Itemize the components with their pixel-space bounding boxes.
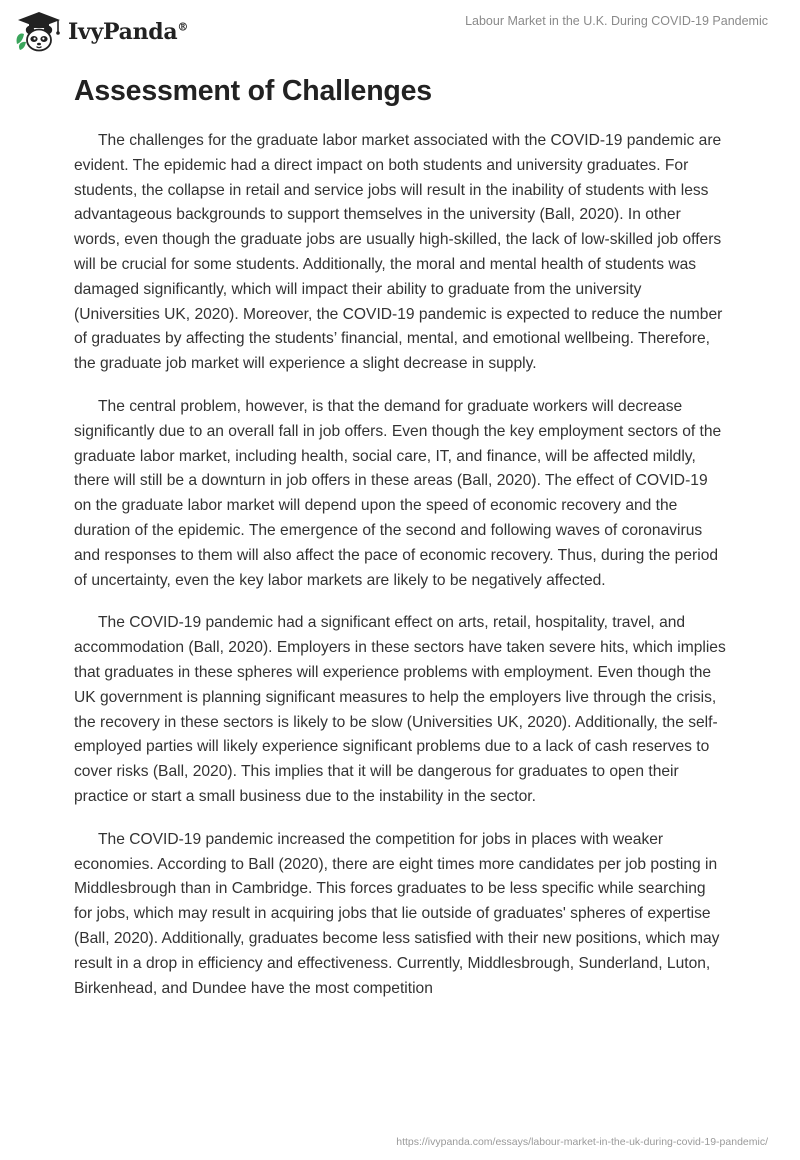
document-title: Labour Market in the U.K. During COVID-19 Pandemic — [465, 14, 768, 28]
brand-name: IvyPanda® — [68, 19, 189, 45]
section-heading: Assessment of Challenges — [74, 75, 432, 107]
brand-logo[interactable] — [14, 10, 188, 54]
paragraph-2: The central problem, however, is that the demand for graduate workers will decrease significantly due to an overall fall in job offers. Even though the key employment sectors of the graduate labor market, including health, social care, IT, and finance, will be affected mildly, there will still be a downturn in job offers in these areas (Ball, 2020). The effect of COVID-19 on the graduate labor market will depend upon the speed of economic recovery and the duration of the epidemic. The emergence of the second and following waves of coronavirus and responses to them will also affect the pace of economic recovery. Thus, during the period of uncertainty, even the key labor markets are likely to be negatively affected. — [74, 397, 722, 589]
page-header — [0, 0, 800, 64]
paragraph-1: The challenges for the graduate labor market associated with the COVID-19 pandemic are evident. The epidemic had a direct impact on both students and university graduates. For students, the collapse in retail and service jobs will result in the inability of students with less advantageous backgrounds to support themselves in the university (Ball, 2020). In other words, even though the graduate jobs are usually high-skilled, the lack of low-skilled job offers will be crucial for some students. Additionally, the moral and mental health of students was damaged significantly, which will impact their ability to graduate from the university (Universities UK, 2020). Moreover, the COVID-19 pandemic is expected to reduce the number of graduates by affecting the students’ financial, mental, and emotional wellbeing. Therefore, the graduate job market will experience a slight decrease in supply. — [74, 132, 723, 373]
article-body — [74, 72, 726, 1019]
paragraph-3: The COVID-19 pandemic had a significant effect on arts, retail, hospitality, travel, and accommodation (Ball, 2020). Employers in these sectors have taken severe hits, which implies that graduates in these spheres will experience problems with employment. Even though the UK government is planning significant measures to help the employers live through the crisis, the recovery in these sectors is likely to be slow (Universities UK, 2020). Additionally, the self-employed parties will likely experience significant problems due to a lack of cash reserves to cover risks (Ball, 2020). This implies that it will be dangerous for graduates to open their practice or start a small business due to the instability in the sector. — [74, 614, 726, 805]
source-url[interactable]: https://ivypanda.com/essays/labour-market-in-the-uk-during-covid-19-pandemic/ — [396, 1136, 768, 1148]
panda-graduate-icon — [14, 10, 64, 54]
paragraph-4: The COVID-19 pandemic increased the competition for jobs in places with weaker economies. According to Ball (2020), there are eight times more candidates per job posting in Middlesbrough than in Cambridge. This forces graduates to be less specific while searching for jobs, which may result in acquiring jobs that lie outside of graduates' spheres of expertise (Ball, 2020). Additionally, graduates become less satisfied with their new positions, which may result in a drop in efficiency and effectiveness. Currently, Middlesbrough, Sunderland, Luton, Birkenhead, and Dundee have the most competition — [74, 830, 720, 997]
